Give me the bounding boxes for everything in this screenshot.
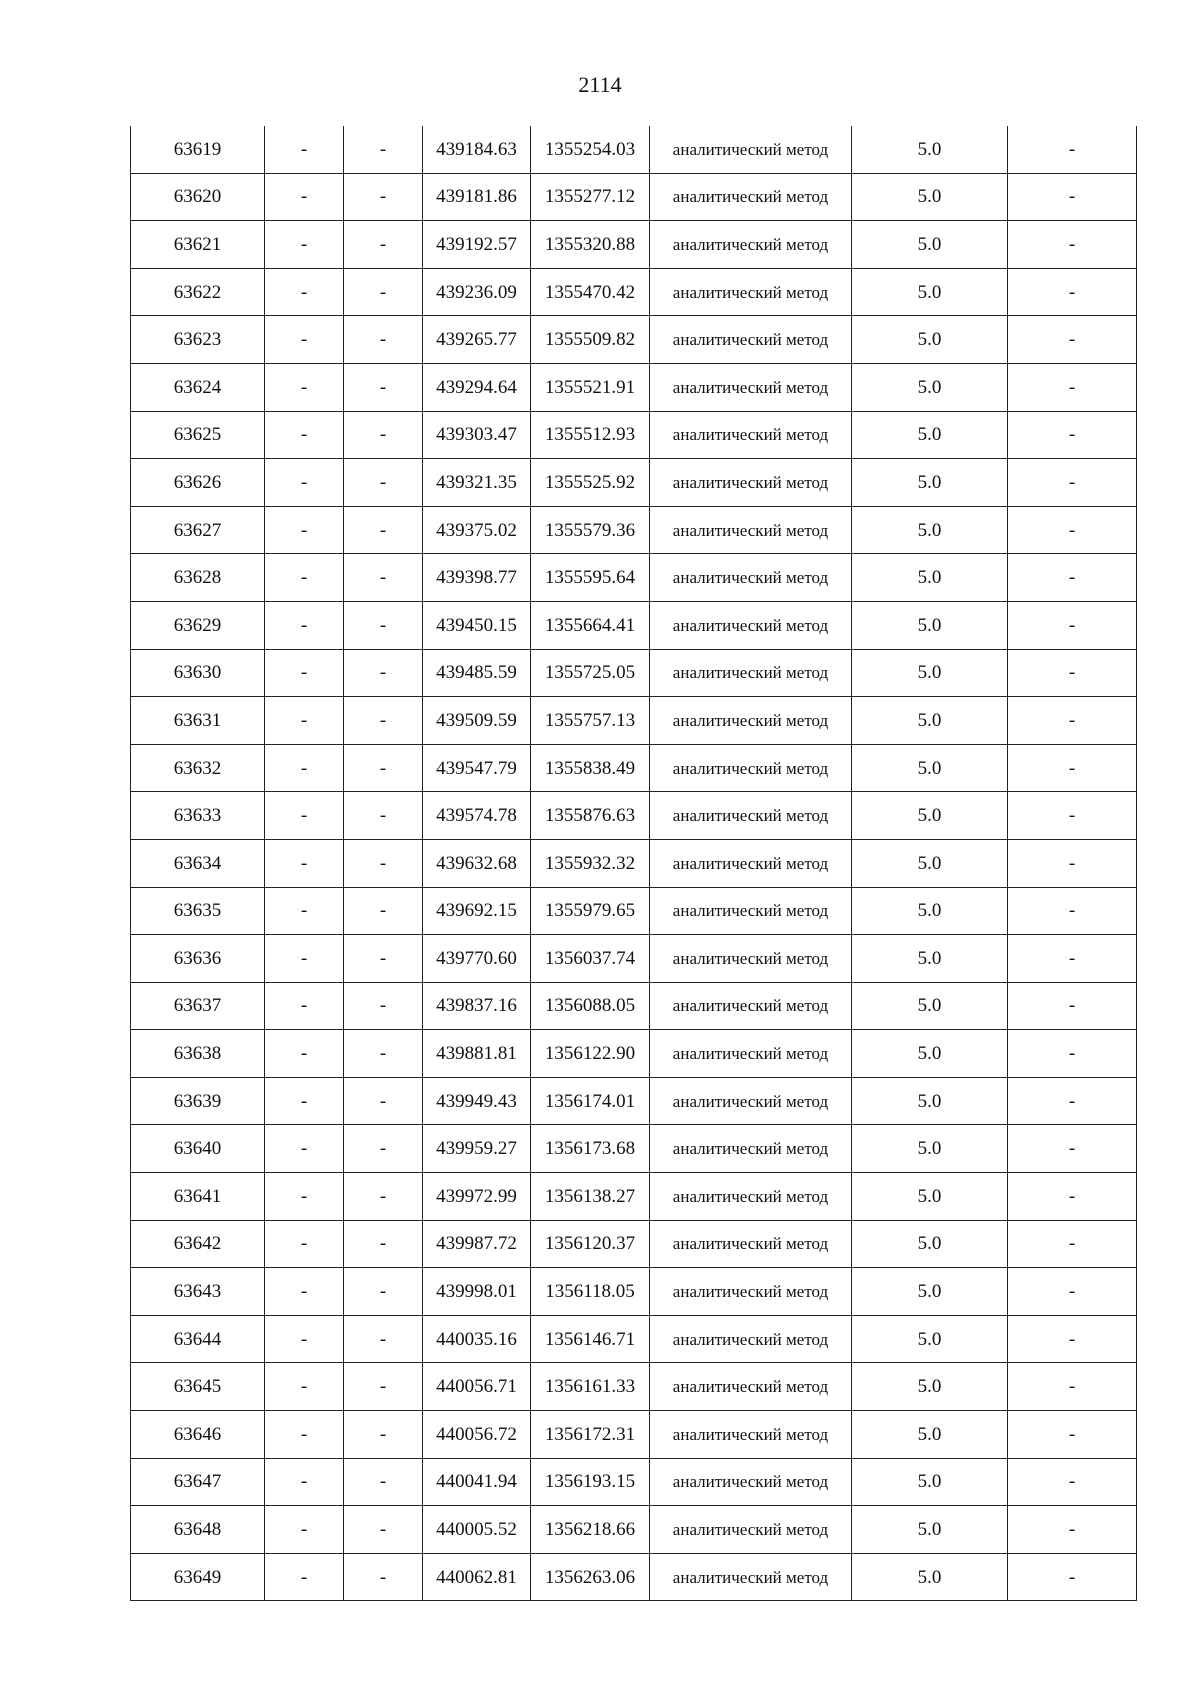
cell-y-coordinate: 1355757.13 [531,697,650,745]
cell-y-coordinate: 1355254.03 [531,126,650,173]
cell-precision: 5.0 [852,363,1008,411]
cell-x-coordinate: 439632.68 [423,839,531,887]
cell-y-coordinate: 1355979.65 [531,887,650,935]
cell-col-2: - [265,697,344,745]
cell-col-2: - [265,1363,344,1411]
cell-y-coordinate: 1355595.64 [531,554,650,602]
cell-col-2: - [265,1173,344,1221]
cell-method: аналитический метод [650,363,852,411]
table-row [131,1268,1137,1316]
cell-col-8: - [1008,459,1137,507]
cell-col-3: - [344,649,423,697]
cell-precision: 5.0 [852,601,1008,649]
cell-col-2: - [265,411,344,459]
cell-method: аналитический метод [650,1363,852,1411]
cell-method: аналитический метод [650,1030,852,1078]
cell-col-2: - [265,1553,344,1601]
cell-x-coordinate: 439547.79 [423,744,531,792]
cell-col-8: - [1008,649,1137,697]
cell-col-2: - [265,126,344,173]
table-row [131,982,1137,1030]
cell-col-2: - [265,554,344,602]
cell-method: аналитический метод [650,1125,852,1173]
cell-method: аналитический метод [650,411,852,459]
cell-y-coordinate: 1355521.91 [531,363,650,411]
cell-y-coordinate: 1356174.01 [531,1077,650,1125]
table-row [131,1125,1137,1173]
cell-col-3: - [344,1125,423,1173]
cell-point-number: 63631 [131,697,265,745]
cell-col-2: - [265,363,344,411]
cell-col-2: - [265,1030,344,1078]
cell-x-coordinate: 440035.16 [423,1315,531,1363]
cell-col-3: - [344,1506,423,1554]
cell-col-8: - [1008,1458,1137,1506]
table-row [131,1411,1137,1459]
cell-method: аналитический метод [650,173,852,221]
cell-y-coordinate: 1355509.82 [531,316,650,364]
cell-col-8: - [1008,1220,1137,1268]
table-row [131,697,1137,745]
cell-precision: 5.0 [852,1315,1008,1363]
cell-col-8: - [1008,1315,1137,1363]
cell-col-8: - [1008,982,1137,1030]
cell-col-3: - [344,411,423,459]
cell-col-8: - [1008,839,1137,887]
cell-x-coordinate: 439949.43 [423,1077,531,1125]
cell-col-8: - [1008,173,1137,221]
cell-y-coordinate: 1355876.63 [531,792,650,840]
cell-col-8: - [1008,506,1137,554]
cell-x-coordinate: 440056.71 [423,1363,531,1411]
cell-col-8: - [1008,792,1137,840]
cell-x-coordinate: 439303.47 [423,411,531,459]
cell-col-8: - [1008,744,1137,792]
cell-point-number: 63622 [131,268,265,316]
cell-precision: 5.0 [852,1363,1008,1411]
cell-method: аналитический метод [650,697,852,745]
cell-col-3: - [344,1077,423,1125]
cell-precision: 5.0 [852,1220,1008,1268]
cell-col-3: - [344,792,423,840]
cell-precision: 5.0 [852,744,1008,792]
cell-precision: 5.0 [852,316,1008,364]
cell-precision: 5.0 [852,411,1008,459]
table-row [131,839,1137,887]
cell-point-number: 63619 [131,126,265,173]
cell-point-number: 63632 [131,744,265,792]
cell-col-2: - [265,1458,344,1506]
cell-col-8: - [1008,601,1137,649]
cell-method: аналитический метод [650,792,852,840]
table-row [131,601,1137,649]
table-row [131,554,1137,602]
cell-point-number: 63634 [131,839,265,887]
cell-method: аналитический метод [650,554,852,602]
cell-precision: 5.0 [852,1173,1008,1221]
table-row [131,1315,1137,1363]
cell-precision: 5.0 [852,1268,1008,1316]
table-row [131,1506,1137,1554]
cell-precision: 5.0 [852,1077,1008,1125]
table-row [131,935,1137,983]
cell-x-coordinate: 439692.15 [423,887,531,935]
cell-col-3: - [344,1458,423,1506]
cell-col-3: - [344,363,423,411]
cell-col-8: - [1008,697,1137,745]
cell-method: аналитический метод [650,268,852,316]
cell-y-coordinate: 1356088.05 [531,982,650,1030]
table-row [131,1077,1137,1125]
cell-y-coordinate: 1356037.74 [531,935,650,983]
cell-point-number: 63636 [131,935,265,983]
cell-col-8: - [1008,411,1137,459]
table-row [131,1458,1137,1506]
table-row [131,363,1137,411]
cell-x-coordinate: 439485.59 [423,649,531,697]
cell-col-8: - [1008,1173,1137,1221]
cell-precision: 5.0 [852,554,1008,602]
cell-point-number: 63630 [131,649,265,697]
cell-precision: 5.0 [852,459,1008,507]
cell-col-2: - [265,1077,344,1125]
cell-col-2: - [265,744,344,792]
cell-x-coordinate: 439972.99 [423,1173,531,1221]
cell-y-coordinate: 1356193.15 [531,1458,650,1506]
cell-x-coordinate: 439837.16 [423,982,531,1030]
cell-col-8: - [1008,1553,1137,1601]
cell-method: аналитический метод [650,839,852,887]
table-row [131,1553,1137,1601]
table-row [131,744,1137,792]
cell-col-3: - [344,1411,423,1459]
cell-method: аналитический метод [650,1458,852,1506]
table-row [131,1220,1137,1268]
cell-col-3: - [344,1220,423,1268]
cell-precision: 5.0 [852,839,1008,887]
cell-col-3: - [344,506,423,554]
cell-col-8: - [1008,363,1137,411]
cell-x-coordinate: 439294.64 [423,363,531,411]
cell-col-2: - [265,601,344,649]
table-row [131,1363,1137,1411]
cell-x-coordinate: 439881.81 [423,1030,531,1078]
cell-method: аналитический метод [650,887,852,935]
cell-col-2: - [265,1315,344,1363]
cell-method: аналитический метод [650,1553,852,1601]
cell-point-number: 63644 [131,1315,265,1363]
cell-col-3: - [344,126,423,173]
cell-x-coordinate: 439959.27 [423,1125,531,1173]
cell-x-coordinate: 439321.35 [423,459,531,507]
cell-point-number: 63641 [131,1173,265,1221]
cell-col-2: - [265,459,344,507]
cell-point-number: 63621 [131,221,265,269]
cell-x-coordinate: 439987.72 [423,1220,531,1268]
cell-x-coordinate: 439375.02 [423,506,531,554]
cell-col-3: - [344,601,423,649]
cell-precision: 5.0 [852,697,1008,745]
cell-col-3: - [344,744,423,792]
cell-precision: 5.0 [852,649,1008,697]
cell-point-number: 63638 [131,1030,265,1078]
cell-x-coordinate: 439265.77 [423,316,531,364]
cell-method: аналитический метод [650,1315,852,1363]
cell-method: аналитический метод [650,744,852,792]
cell-precision: 5.0 [852,173,1008,221]
cell-x-coordinate: 439998.01 [423,1268,531,1316]
cell-y-coordinate: 1356138.27 [531,1173,650,1221]
cell-col-3: - [344,935,423,983]
cell-col-2: - [265,982,344,1030]
cell-point-number: 63633 [131,792,265,840]
cell-point-number: 63637 [131,982,265,1030]
cell-precision: 5.0 [852,506,1008,554]
cell-y-coordinate: 1355525.92 [531,459,650,507]
cell-point-number: 63629 [131,601,265,649]
cell-y-coordinate: 1355579.36 [531,506,650,554]
cell-col-8: - [1008,1125,1137,1173]
coordinates-table-container [130,126,1136,1601]
cell-col-8: - [1008,268,1137,316]
cell-x-coordinate: 439181.86 [423,173,531,221]
cell-method: аналитический метод [650,1173,852,1221]
cell-x-coordinate: 440062.81 [423,1553,531,1601]
cell-method: аналитический метод [650,982,852,1030]
cell-y-coordinate: 1356173.68 [531,1125,650,1173]
cell-point-number: 63628 [131,554,265,602]
cell-col-3: - [344,1553,423,1601]
cell-col-2: - [265,316,344,364]
cell-y-coordinate: 1356172.31 [531,1411,650,1459]
cell-precision: 5.0 [852,1458,1008,1506]
cell-x-coordinate: 439184.63 [423,126,531,173]
table-row [131,887,1137,935]
table-row [131,221,1137,269]
cell-y-coordinate: 1356263.06 [531,1553,650,1601]
table-row [131,173,1137,221]
cell-precision: 5.0 [852,1030,1008,1078]
cell-precision: 5.0 [852,268,1008,316]
cell-col-2: - [265,792,344,840]
cell-col-8: - [1008,1268,1137,1316]
cell-x-coordinate: 439574.78 [423,792,531,840]
table-row [131,1173,1137,1221]
cell-col-3: - [344,982,423,1030]
cell-col-2: - [265,1125,344,1173]
cell-y-coordinate: 1355320.88 [531,221,650,269]
cell-col-8: - [1008,316,1137,364]
cell-col-2: - [265,1506,344,1554]
cell-col-8: - [1008,1411,1137,1459]
cell-x-coordinate: 439770.60 [423,935,531,983]
cell-col-3: - [344,459,423,507]
cell-col-2: - [265,839,344,887]
cell-col-2: - [265,1268,344,1316]
cell-x-coordinate: 439509.59 [423,697,531,745]
cell-precision: 5.0 [852,126,1008,173]
cell-point-number: 63647 [131,1458,265,1506]
table-row [131,459,1137,507]
cell-col-2: - [265,935,344,983]
cell-y-coordinate: 1355838.49 [531,744,650,792]
cell-col-8: - [1008,1077,1137,1125]
cell-point-number: 63640 [131,1125,265,1173]
cell-method: аналитический метод [650,1220,852,1268]
cell-point-number: 63639 [131,1077,265,1125]
cell-point-number: 63627 [131,506,265,554]
cell-precision: 5.0 [852,1411,1008,1459]
table-row [131,316,1137,364]
cell-col-8: - [1008,554,1137,602]
cell-point-number: 63643 [131,1268,265,1316]
cell-x-coordinate: 440005.52 [423,1506,531,1554]
cell-method: аналитический метод [650,601,852,649]
cell-y-coordinate: 1356122.90 [531,1030,650,1078]
cell-point-number: 63626 [131,459,265,507]
table-row [131,126,1137,173]
cell-y-coordinate: 1355664.41 [531,601,650,649]
cell-point-number: 63649 [131,1553,265,1601]
cell-y-coordinate: 1355725.05 [531,649,650,697]
cell-col-3: - [344,316,423,364]
cell-point-number: 63642 [131,1220,265,1268]
cell-y-coordinate: 1356218.66 [531,1506,650,1554]
table-row [131,792,1137,840]
cell-x-coordinate: 439398.77 [423,554,531,602]
cell-col-2: - [265,1411,344,1459]
page-number: 2114 [578,72,622,97]
cell-y-coordinate: 1356118.05 [531,1268,650,1316]
cell-method: аналитический метод [650,459,852,507]
cell-col-8: - [1008,126,1137,173]
cell-precision: 5.0 [852,1553,1008,1601]
cell-method: аналитический метод [650,126,852,173]
coordinates-table [130,126,1137,1601]
cell-col-3: - [344,1030,423,1078]
cell-method: аналитический метод [650,506,852,554]
cell-col-3: - [344,887,423,935]
table-row [131,268,1137,316]
cell-col-2: - [265,1220,344,1268]
cell-col-3: - [344,1173,423,1221]
cell-precision: 5.0 [852,792,1008,840]
cell-point-number: 63646 [131,1411,265,1459]
cell-col-2: - [265,506,344,554]
table-row [131,506,1137,554]
cell-col-2: - [265,268,344,316]
cell-y-coordinate: 1355470.42 [531,268,650,316]
cell-y-coordinate: 1356120.37 [531,1220,650,1268]
cell-col-8: - [1008,1506,1137,1554]
cell-method: аналитический метод [650,935,852,983]
cell-col-3: - [344,1268,423,1316]
cell-point-number: 63624 [131,363,265,411]
cell-col-8: - [1008,935,1137,983]
cell-precision: 5.0 [852,221,1008,269]
cell-col-8: - [1008,221,1137,269]
cell-method: аналитический метод [650,1268,852,1316]
cell-precision: 5.0 [852,982,1008,1030]
cell-col-3: - [344,268,423,316]
cell-col-8: - [1008,887,1137,935]
cell-col-2: - [265,649,344,697]
cell-method: аналитический метод [650,316,852,364]
cell-method: аналитический метод [650,1506,852,1554]
cell-point-number: 63645 [131,1363,265,1411]
cell-method: аналитический метод [650,1077,852,1125]
cell-col-3: - [344,554,423,602]
cell-col-3: - [344,221,423,269]
table-row [131,1030,1137,1078]
cell-x-coordinate: 439450.15 [423,601,531,649]
table-body [131,126,1137,1601]
cell-precision: 5.0 [852,1125,1008,1173]
cell-x-coordinate: 439236.09 [423,268,531,316]
cell-method: аналитический метод [650,221,852,269]
cell-point-number: 63623 [131,316,265,364]
cell-point-number: 63625 [131,411,265,459]
cell-col-3: - [344,839,423,887]
cell-col-3: - [344,173,423,221]
cell-col-2: - [265,887,344,935]
cell-col-2: - [265,173,344,221]
cell-precision: 5.0 [852,1506,1008,1554]
cell-y-coordinate: 1355277.12 [531,173,650,221]
cell-col-2: - [265,221,344,269]
cell-x-coordinate: 439192.57 [423,221,531,269]
cell-x-coordinate: 440041.94 [423,1458,531,1506]
cell-method: аналитический метод [650,1411,852,1459]
cell-point-number: 63648 [131,1506,265,1554]
cell-y-coordinate: 1355512.93 [531,411,650,459]
table-row [131,411,1137,459]
cell-point-number: 63620 [131,173,265,221]
table-row [131,649,1137,697]
cell-col-3: - [344,1315,423,1363]
cell-y-coordinate: 1356161.33 [531,1363,650,1411]
cell-precision: 5.0 [852,887,1008,935]
cell-col-3: - [344,697,423,745]
cell-y-coordinate: 1355932.32 [531,839,650,887]
cell-point-number: 63635 [131,887,265,935]
cell-y-coordinate: 1356146.71 [531,1315,650,1363]
cell-col-8: - [1008,1030,1137,1078]
cell-col-8: - [1008,1363,1137,1411]
cell-precision: 5.0 [852,935,1008,983]
cell-col-3: - [344,1363,423,1411]
cell-x-coordinate: 440056.72 [423,1411,531,1459]
cell-method: аналитический метод [650,649,852,697]
